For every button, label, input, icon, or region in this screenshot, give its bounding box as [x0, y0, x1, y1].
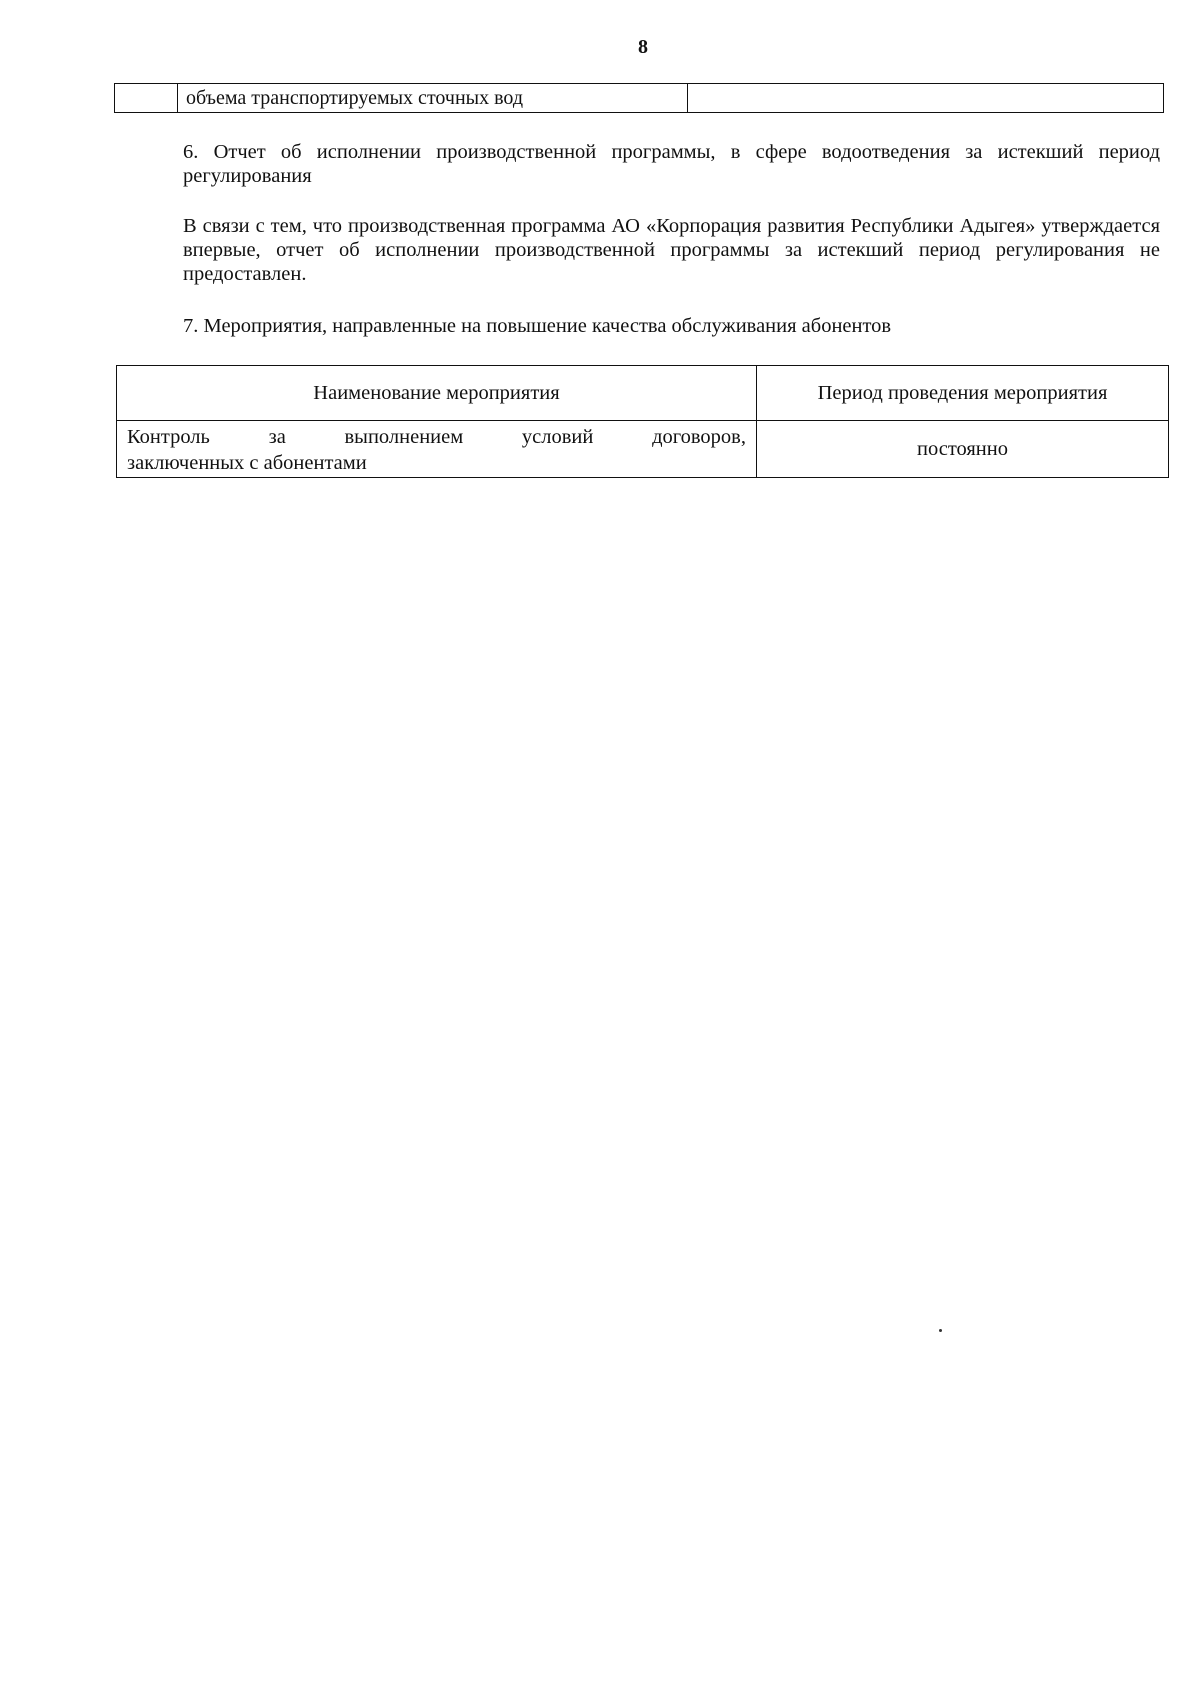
measure-name-cell	[117, 421, 757, 478]
continuation-table	[114, 83, 1164, 113]
column-header-period: Период проведения мероприятия	[757, 366, 1169, 421]
section-7-heading	[128, 314, 1160, 338]
table-header-row	[117, 366, 1169, 421]
section-6-heading	[128, 140, 1160, 188]
column-header-measure-name: Наименование мероприятия	[117, 366, 757, 421]
table-row	[115, 84, 1164, 113]
section-6-body	[128, 214, 1160, 286]
table-row	[117, 421, 1169, 478]
section-6-heading-text: 6. Отчет об исполнении производственной программы, в сфере водоотведения за истекший период регулирования	[183, 141, 1160, 187]
page-number: 8	[638, 36, 648, 58]
table-cell-value	[688, 84, 1164, 113]
measure-name-line-2: заключенных с абонентами	[127, 452, 367, 474]
measure-period-cell: постоянно	[757, 421, 1169, 478]
section-7-heading-text: 7. Мероприятия, направленные на повышение качества обслуживания абонентов	[183, 315, 892, 337]
table-cell-index	[115, 84, 178, 113]
table-cell-indicator: объема транспортируемых сточных вод	[178, 84, 688, 113]
section-6-body-text: В связи с тем, что производственная программа АО «Корпорация развития Республики Адыгея» утверждается впервые, отчет об исполнении производственной программы за истекший период регулирования не предоставлен.	[183, 215, 1160, 285]
scan-artifact-dot	[939, 1329, 942, 1332]
measure-name-line-1: Контроль за выполнением условий договоров,	[127, 426, 746, 448]
measures-table	[116, 365, 1169, 478]
